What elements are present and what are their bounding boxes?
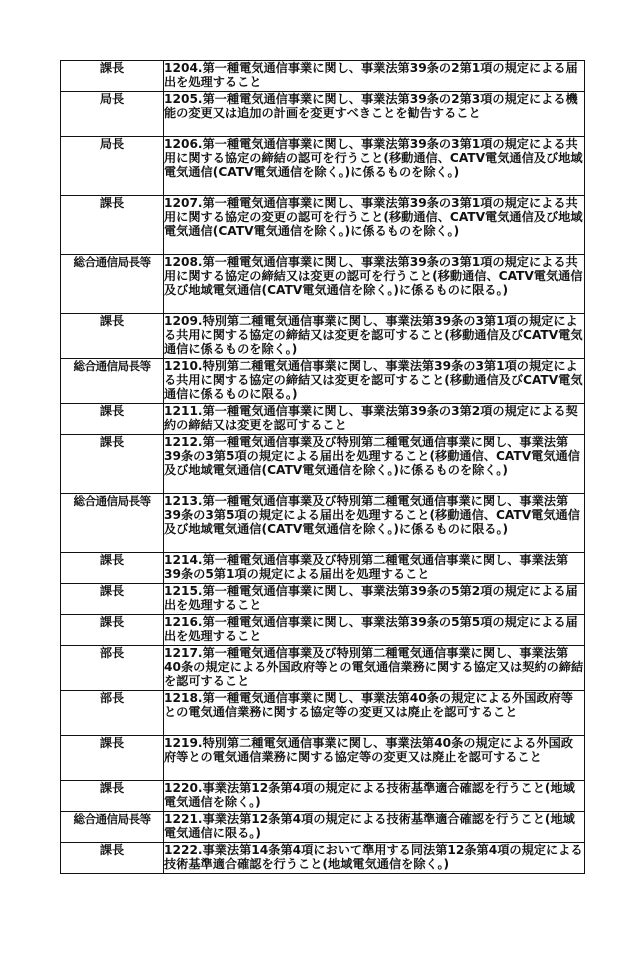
official-title: 部長 xyxy=(61,691,164,736)
official-title: 課長 xyxy=(61,314,164,359)
item-text: 第一種電気通信事業に関し、事業法第39条の3第1項の規定による共用に関する協定の締結の認可を行うこと(移動通信、CATV電気通信及び地域電気通信(CATV電気通信を除く。)に係るものを除く。) xyxy=(164,137,583,180)
item-description xyxy=(164,781,585,812)
item-text: 第一種電気通信事業に関し、事業法第39条の3第2項の規定による契約の締結又は変更を認可すること xyxy=(164,404,578,433)
table-row xyxy=(61,196,585,255)
item-text: 第一種電気通信事業に関し、事業法第39条の2第1項の規定による届出を処理すること xyxy=(164,61,578,90)
item-text: 第一種電気通信事業及び特別第二種電気通信事業に関し、事業法第39条の3第5項の規定による届出を処理すること(移動通信、CATV電気通信及び地域電気通信(CATV電気通信を除く。)に係るものに限る。) xyxy=(164,494,580,537)
table-row xyxy=(61,255,585,314)
item-number: 1220. xyxy=(164,781,203,795)
item-description xyxy=(164,553,585,584)
official-title: 課長 xyxy=(61,196,164,255)
table-row xyxy=(61,404,585,435)
item-description xyxy=(164,196,585,255)
official-title: 課長 xyxy=(61,781,164,812)
item-description xyxy=(164,843,585,874)
table-row xyxy=(61,435,585,494)
table-row xyxy=(61,736,585,781)
official-title: 局長 xyxy=(61,137,164,196)
item-description xyxy=(164,812,585,843)
official-title: 課長 xyxy=(61,615,164,646)
item-text: 第一種電気通信事業及び特別第二種電気通信事業に関し、事業法第40条の規定による外国政府等との電気通信業務に関する協定又は契約の締結を認可すること xyxy=(164,646,584,689)
item-description xyxy=(164,61,585,92)
official-title: 課長 xyxy=(61,843,164,874)
item-description xyxy=(164,584,585,615)
official-title: 総合通信局長等 xyxy=(61,359,164,404)
item-text: 第一種電気通信事業に関し、事業法第39条の5第5項の規定による届出を処理すること xyxy=(164,615,578,644)
item-description xyxy=(164,691,585,736)
item-number: 1209. xyxy=(164,314,203,328)
item-number: 1215. xyxy=(164,584,203,598)
official-title: 局長 xyxy=(61,92,164,137)
item-text: 特別第二種電気通信事業に関し、事業法第39条の3第1項の規定による共用に関する協定の締結又は変更を認可すること(移動通信及びCATV電気通信に係るものに限る。) xyxy=(164,359,583,402)
official-title: 課長 xyxy=(61,553,164,584)
official-title: 総合通信局長等 xyxy=(61,812,164,843)
official-title: 課長 xyxy=(61,584,164,615)
item-text: 第一種電気通信事業及び特別第二種電気通信事業に関し、事業法第39条の5第1項の規定による届出を処理すること xyxy=(164,553,569,582)
official-title: 課長 xyxy=(61,736,164,781)
item-description xyxy=(164,92,585,137)
item-description xyxy=(164,314,585,359)
item-description xyxy=(164,137,585,196)
item-number: 1221. xyxy=(164,812,203,826)
item-number: 1205. xyxy=(164,92,203,106)
item-text: 事業法第12条第4項の規定による技術基準適合確認を行うこと(地域電気通信に限る。) xyxy=(164,812,575,841)
item-description xyxy=(164,736,585,781)
table-row xyxy=(61,359,585,404)
item-text: 第一種電気通信事業に関し、事業法第40条の規定による外国政府等との電気通信業務に関する協定等の変更又は廃止を認可すること xyxy=(164,691,573,720)
item-description xyxy=(164,359,585,404)
table-row xyxy=(61,646,585,691)
item-number: 1218. xyxy=(164,691,203,705)
item-text: 特別第二種電気通信事業に関し、事業法第40条の規定による外国政府等との電気通信業務に関する協定等の変更又は廃止を認可すること xyxy=(164,736,573,765)
item-description xyxy=(164,255,585,314)
item-description xyxy=(164,615,585,646)
item-number: 1210. xyxy=(164,359,203,373)
table-body xyxy=(61,61,585,874)
table-row xyxy=(61,137,585,196)
item-number: 1212. xyxy=(164,435,203,449)
table-row xyxy=(61,812,585,843)
table-row xyxy=(61,61,585,92)
item-text: 事業法第12条第4項の規定による技術基準適合確認を行うこと(地域電気通信を除く。) xyxy=(164,781,575,810)
item-text: 第一種電気通信事業に関し、事業法第39条の3第1項の規定による共用に関する協定の変更の認可を行うこと(移動通信、CATV電気通信及び地域電気通信(CATV電気通信を除く。)に係るものを除く。) xyxy=(164,196,583,239)
item-description xyxy=(164,404,585,435)
item-number: 1204. xyxy=(164,61,203,75)
item-description xyxy=(164,435,585,494)
item-text: 特別第二種電気通信事業に関し、事業法第39条の3第1項の規定による共用に関する協定の締結又は変更を認可すること(移動通信及びCATV電気通信に係るものを除く。) xyxy=(164,314,583,357)
table-row xyxy=(61,691,585,736)
item-text: 第一種電気通信事業に関し、事業法第39条の5第2項の規定による届出を処理すること xyxy=(164,584,578,613)
item-description xyxy=(164,494,585,553)
table-row xyxy=(61,781,585,812)
official-title: 課長 xyxy=(61,435,164,494)
item-text: 第一種電気通信事業に関し、事業法第39条の3第1項の規定による共用に関する協定の締結又は変更の認可を行うこと(移動通信、CATV電気通信及び地域電気通信(CATV電気通信を除く。)に係るものに限る。) xyxy=(164,255,583,298)
table-row xyxy=(61,92,585,137)
table-row xyxy=(61,843,585,874)
item-number: 1211. xyxy=(164,404,203,418)
item-number: 1216. xyxy=(164,615,203,629)
table-row xyxy=(61,314,585,359)
item-number: 1222. xyxy=(164,843,203,857)
table-row xyxy=(61,615,585,646)
item-number: 1213. xyxy=(164,494,203,508)
item-number: 1217. xyxy=(164,646,203,660)
item-number: 1214. xyxy=(164,553,203,567)
item-text: 第一種電気通信事業に関し、事業法第39条の2第3項の規定による機能の変更又は追加の計画を変更すべきことを勧告すること xyxy=(164,92,578,121)
item-number: 1219. xyxy=(164,736,203,750)
table-row xyxy=(61,553,585,584)
table-row xyxy=(61,584,585,615)
item-description xyxy=(164,646,585,691)
item-number: 1207. xyxy=(164,196,203,210)
official-title: 課長 xyxy=(61,404,164,435)
official-title: 総合通信局長等 xyxy=(61,494,164,553)
official-title: 部長 xyxy=(61,646,164,691)
delegation-table xyxy=(60,60,585,874)
official-title: 総合通信局長等 xyxy=(61,255,164,314)
item-number: 1208. xyxy=(164,255,203,269)
table-row xyxy=(61,494,585,553)
item-text: 事業法第14条第4項において準用する同法第12条第4項の規定による技術基準適合確認を行うこと(地域電気通信を除く。) xyxy=(164,843,583,872)
item-text: 第一種電気通信事業及び特別第二種電気通信事業に関し、事業法第39条の3第5項の規定による届出を処理すること(移動通信、CATV電気通信及び地域電気通信(CATV電気通信を除く。)に係るものを除く。) xyxy=(164,435,580,478)
item-number: 1206. xyxy=(164,137,203,151)
official-title: 課長 xyxy=(61,61,164,92)
